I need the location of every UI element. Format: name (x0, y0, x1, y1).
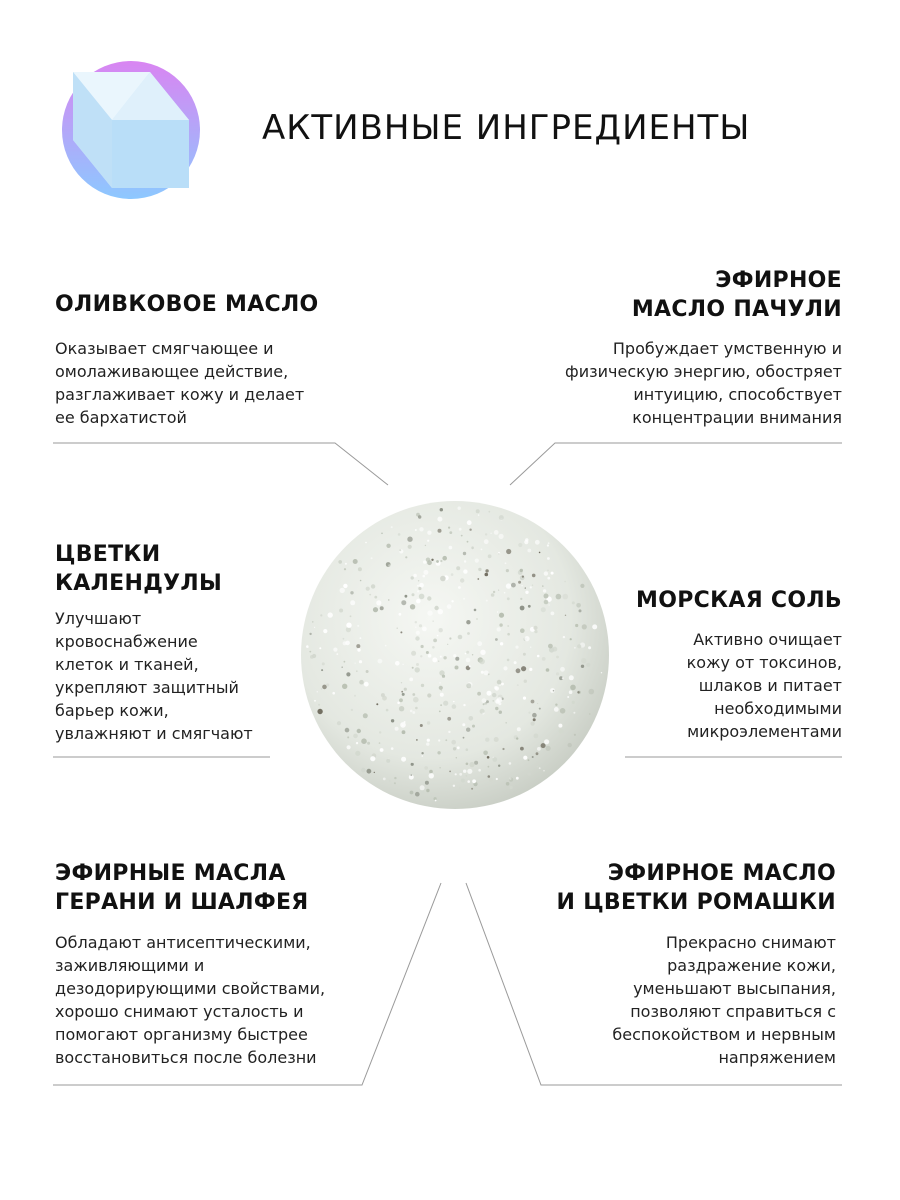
ingredient-description: Активно очищает кожу от токсинов, шлаков и питает необходимыми микроэлементами (686, 630, 842, 741)
ingredient-olive-oil (55, 290, 375, 429)
ingredient-heading: ЭФИРНОЕ МАСЛО ПАЧУЛИ (631, 268, 842, 322)
ingredient-description: Обладают антисептическими, заживляющими и дезодорирующими свойствами, хорошо снимают усталость и помогают организму быстрее восстановиться после болезни (55, 933, 326, 1067)
ingredient-sea-salt (582, 586, 842, 743)
bath-bomb-image (300, 500, 610, 810)
ingredient-description: Улучшают кровоснабжение клеток и тканей, укрепляют защитный барьер кожи, увлажняют и смягчают (55, 609, 253, 743)
ingredient-geranium-sage (55, 859, 385, 1069)
connector-olive (53, 443, 388, 485)
page-title: АКТИВНЫЕ ИНГРЕДИЕНТЫ (262, 108, 751, 148)
ingredient-description: Пробуждает умственную и физическую энергию, обостряет интуицию, способствует концентрации внимания (565, 339, 842, 427)
ingredient-description: Оказывает смягчающее и омолаживающее действие, разглаживает кожу и делает ее бархатистой (55, 339, 305, 427)
ingredient-description: Прекрасно снимают раздражение кожи, уменьшают высыпания, позволяют справиться с беспокойством и нервным напряжением (612, 933, 836, 1067)
ingredient-heading: ЭФИРНЫЕ МАСЛА ГЕРАНИ И ШАЛФЕЯ (55, 861, 309, 915)
ingredient-calendula (55, 540, 295, 745)
ingredient-chamomile (516, 859, 836, 1069)
ingredient-heading: МОРСКАЯ СОЛЬ (636, 588, 842, 613)
ingredient-heading: ЦВЕТКИ КАЛЕНДУЛЫ (55, 542, 223, 596)
ingredient-heading: ОЛИВКОВОЕ МАСЛО (55, 292, 319, 317)
connector-patchouli (510, 443, 842, 485)
ingredient-heading: ЭФИРНОЕ МАСЛО И ЦВЕТКИ РОМАШКИ (556, 861, 836, 915)
ingredient-patchouli (482, 266, 842, 429)
